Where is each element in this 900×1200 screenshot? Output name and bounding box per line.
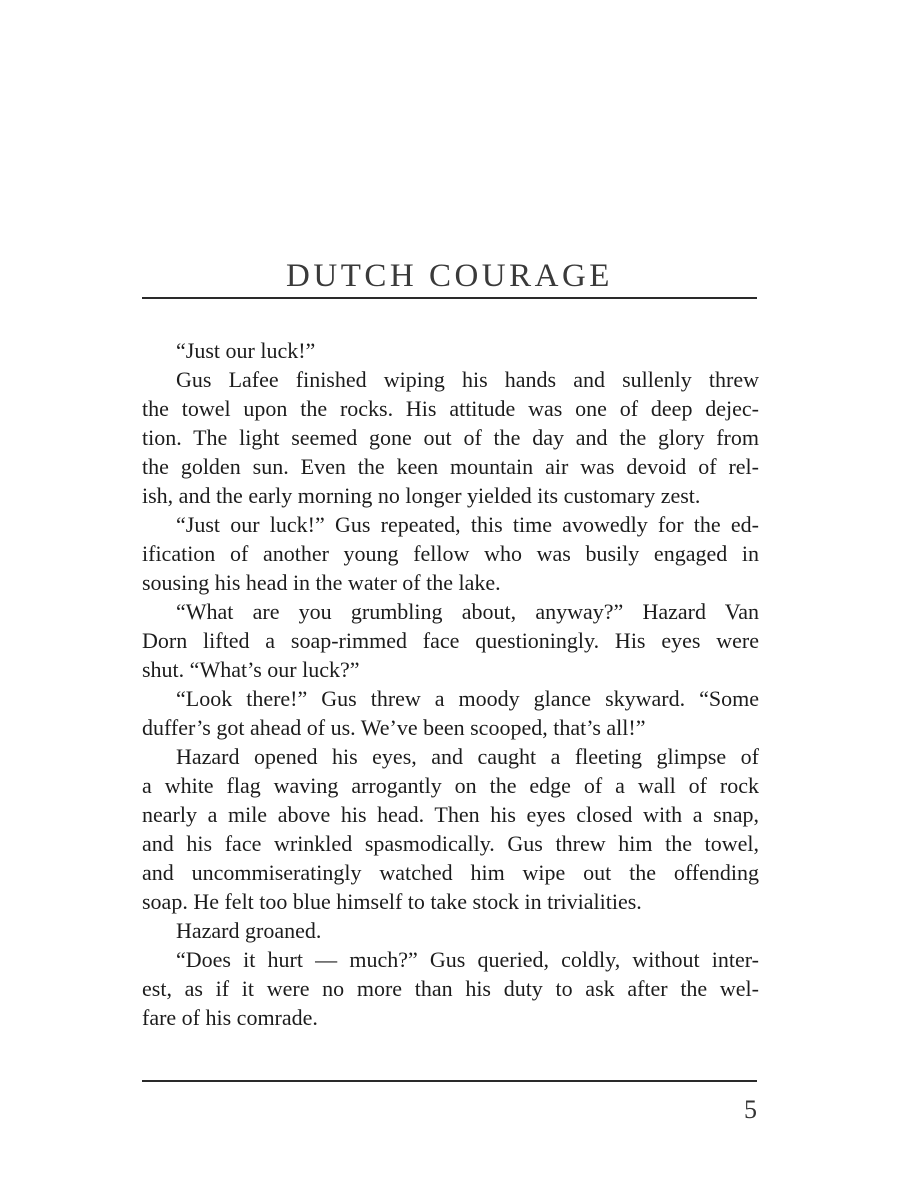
text-line: nearly a mile above his head. Then his eyes closed with a snap, xyxy=(142,802,759,827)
top-divider xyxy=(142,297,757,299)
text-line: “Just our luck!” xyxy=(176,338,316,363)
text-line: a white flag waving arrogantly on the edge of a wall of rock xyxy=(142,773,759,798)
text-line: ification of another young fellow who was busily engaged in xyxy=(142,541,759,566)
body-text xyxy=(142,336,759,1032)
text-line: sousing his head in the water of the lake. xyxy=(142,570,501,595)
page-number: 5 xyxy=(744,1095,757,1124)
chapter-title: DUTCH COURAGE xyxy=(286,258,613,295)
text-line: Gus Lafee finished wiping his hands and sullenly threw xyxy=(176,367,759,392)
text-line: “Just our luck!” Gus repeated, this time avowedly for the ed- xyxy=(176,512,759,537)
text-line: fare of his comrade. xyxy=(142,1005,318,1030)
text-line: “Look there!” Gus threw a moody glance skyward. “Some xyxy=(176,686,759,711)
text-line: Dorn lifted a soap-rimmed face questioningly. His eyes were xyxy=(142,628,759,653)
text-line: and uncommiseratingly watched him wipe out the offending xyxy=(142,860,759,885)
text-line: shut. “What’s our luck?” xyxy=(142,657,360,682)
text-line: ish, and the early morning no longer yielded its customary zest. xyxy=(142,483,701,508)
text-line: the towel upon the rocks. His attitude was one of deep dejec- xyxy=(142,396,759,421)
text-line: duffer’s got ahead of us. We’ve been scooped, that’s all!” xyxy=(142,715,646,740)
text-line: “What are you grumbling about, anyway?” Hazard Van xyxy=(176,599,759,624)
text-line: the golden sun. Even the keen mountain air was devoid of rel- xyxy=(142,454,759,479)
text-line: est, as if it were no more than his duty to ask after the wel- xyxy=(142,976,759,1001)
text-line: Hazard opened his eyes, and caught a fleeting glimpse of xyxy=(176,744,759,769)
text-line: tion. The light seemed gone out of the day and the glory from xyxy=(142,425,759,450)
bottom-divider xyxy=(142,1080,757,1082)
text-line: and his face wrinkled spasmodically. Gus threw him the towel, xyxy=(142,831,759,856)
text-line: Hazard groaned. xyxy=(176,918,322,943)
text-line: soap. He felt too blue himself to take stock in trivialities. xyxy=(142,889,642,914)
text-line: “Does it hurt — much?” Gus queried, coldly, without inter- xyxy=(176,947,759,972)
